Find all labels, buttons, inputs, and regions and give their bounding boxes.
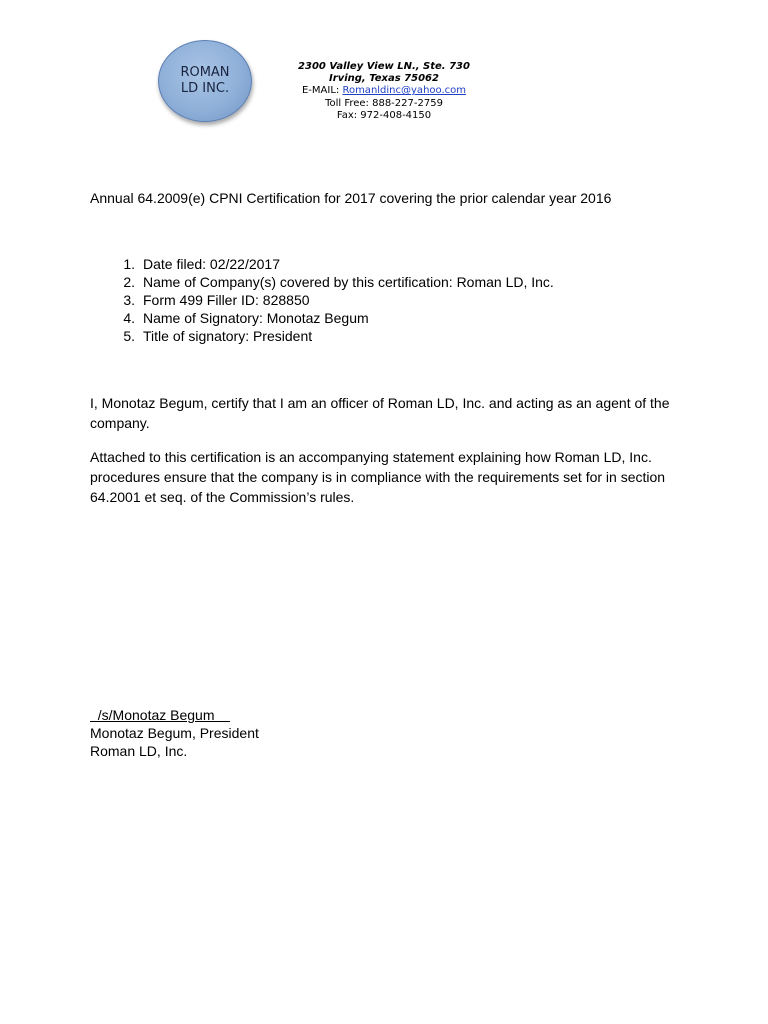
list-number: 3. <box>123 292 135 308</box>
email-line <box>284 85 484 97</box>
certify-paragraph: I, Monotaz Begum, certify that I am an officer of Roman LD, Inc. and acting as an agent of the company. <box>90 395 670 431</box>
email-label: E-MAIL: <box>301 85 343 97</box>
address-line2: Irving, Texas 75062 <box>329 73 439 85</box>
signatory-company: Roman LD, Inc. <box>90 743 188 759</box>
toll-free-line: Toll Free: 888-227-2759 <box>325 97 443 109</box>
statement-paragraph: Attached to this certification is an accompanying statement explaining how Roman LD, Inc. procedures ensure that the company is in compliance with the requirements set for in section 64.2001 et seq. of the Commission’s rules. <box>90 449 666 505</box>
list-text: Date filed: 02/22/2017 <box>143 256 280 272</box>
list-text: Name of Signatory: Monotaz Begum <box>143 310 369 326</box>
list-item <box>90 327 554 345</box>
list-text: Form 499 Filler ID: 828850 <box>143 292 310 308</box>
list-text: Name of Company(s) covered by this certification: Roman LD, Inc. <box>143 274 554 290</box>
list-item <box>90 255 554 273</box>
signature-line: /s/Monotaz Begum <box>90 707 231 723</box>
signature-block <box>90 706 259 760</box>
list-text: Title of signatory: President <box>143 328 313 344</box>
list-item <box>90 309 554 327</box>
company-logo <box>158 40 252 122</box>
fax-line: Fax: 972-408-4150 <box>336 109 432 121</box>
list-number: 1. <box>123 256 135 272</box>
certification-list <box>90 255 554 345</box>
list-number: 2. <box>123 274 135 290</box>
list-item <box>90 291 554 309</box>
list-number: 5. <box>123 328 135 344</box>
signatory-name-title: Monotaz Begum, President <box>90 725 259 741</box>
letterhead <box>284 61 484 122</box>
list-item <box>90 273 554 291</box>
logo-line2: LD INC. <box>180 81 230 96</box>
list-number: 4. <box>123 310 135 326</box>
logo-line1: ROMAN <box>180 65 230 80</box>
document-heading: Annual 64.2009(e) CPNI Certification for 2017 covering the prior calendar year 2016 <box>90 190 612 206</box>
address-line1: 2300 Valley View LN., Ste. 730 <box>298 61 470 72</box>
email-link[interactable]: Romanldinc@yahoo.com <box>342 85 466 97</box>
